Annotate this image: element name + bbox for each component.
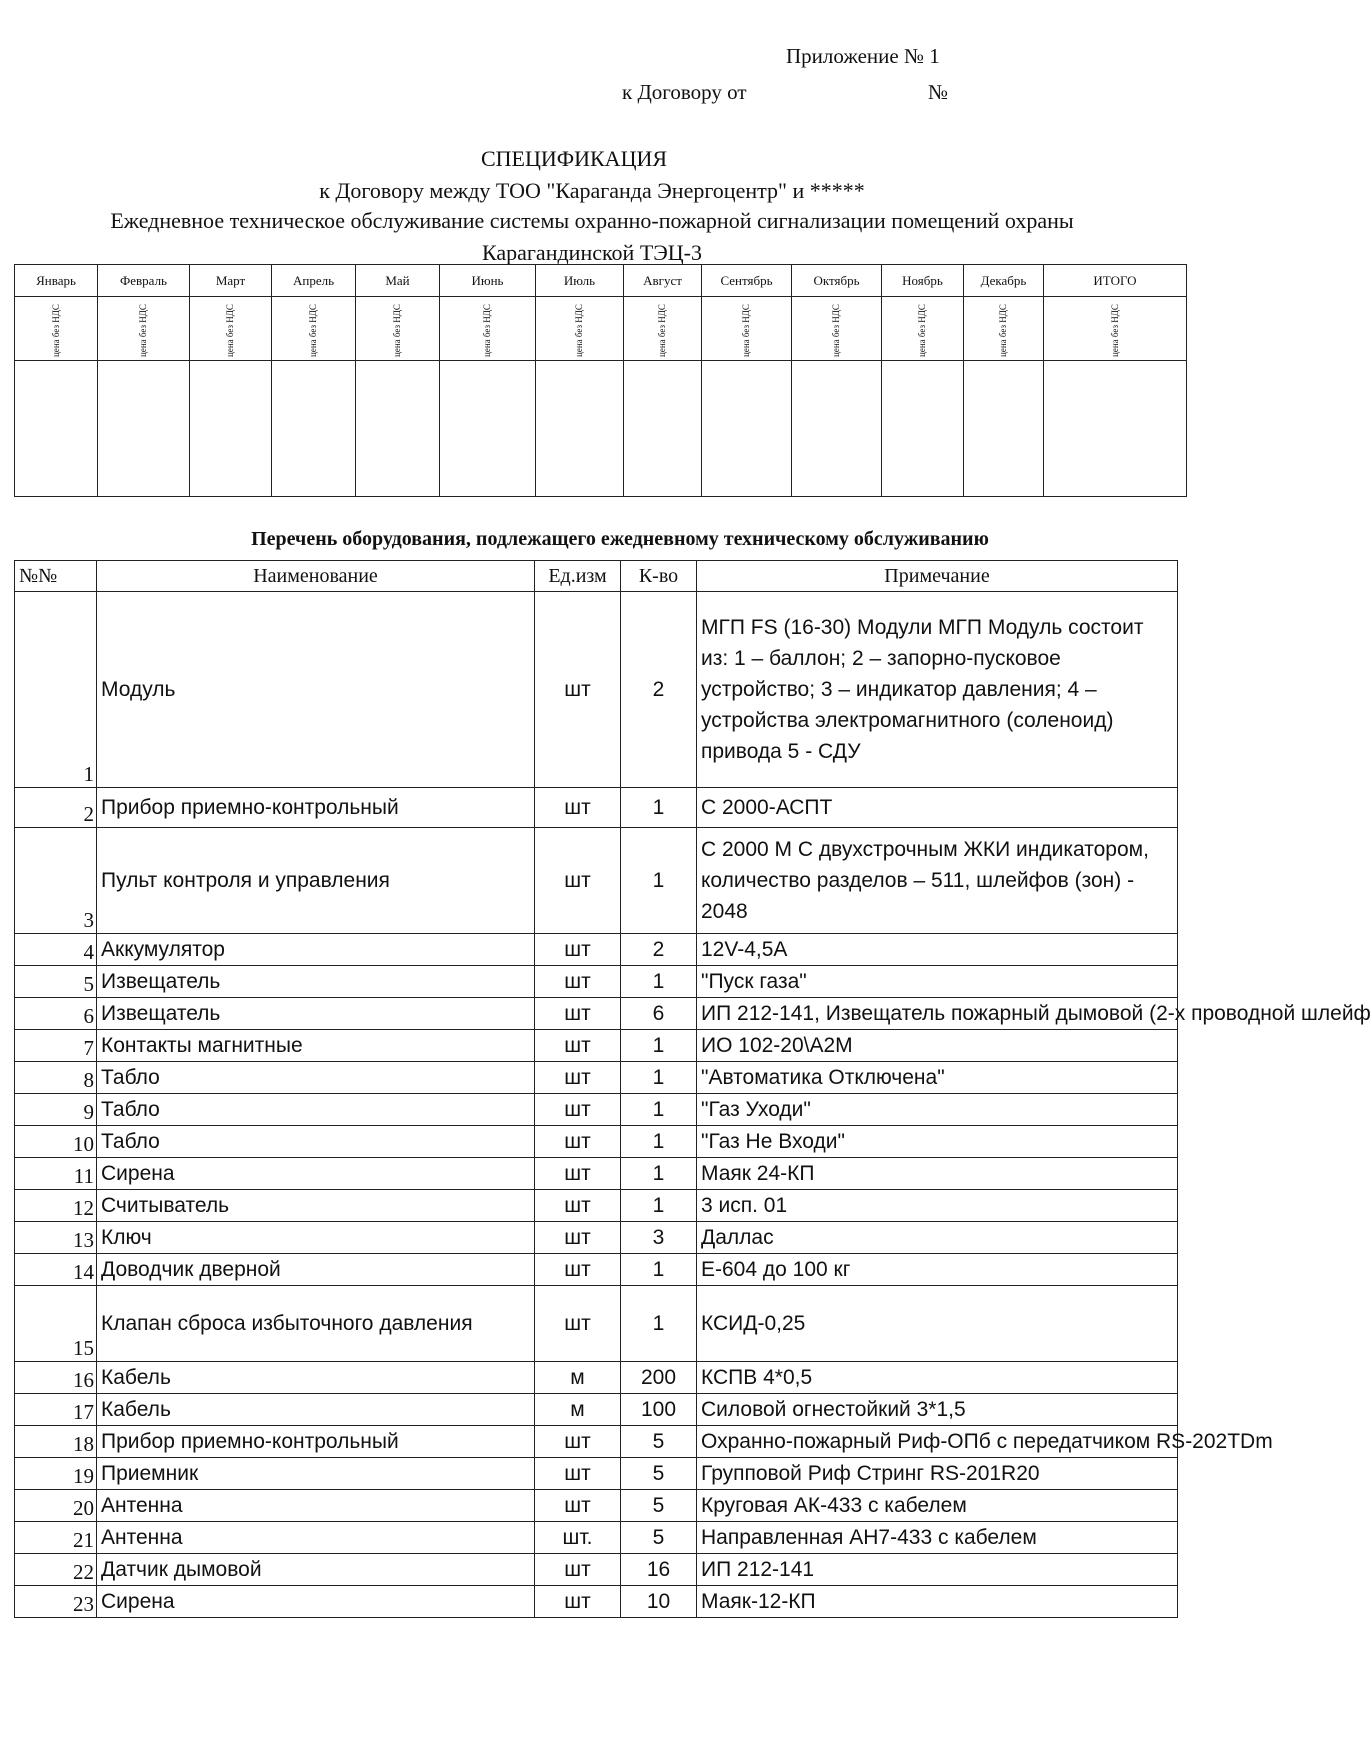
item-note — [697, 1222, 1178, 1254]
month-header: Январь — [15, 265, 98, 297]
item-unit: шт — [535, 1458, 621, 1490]
item-note — [697, 1458, 1178, 1490]
item-note — [697, 1362, 1178, 1394]
header-name: Наименование — [97, 561, 535, 592]
item-note-text: Групповой Риф Стринг RS-201R20 — [701, 1462, 1040, 1485]
row-number: 8 — [15, 1062, 97, 1094]
item-quantity: 1 — [621, 1062, 697, 1094]
price-value-cell — [190, 361, 272, 497]
price-sublabel: цена без НДС — [481, 303, 492, 357]
price-sublabel: цена без НДС — [307, 303, 318, 357]
item-quantity: 200 — [621, 1362, 697, 1394]
table-row — [15, 998, 1178, 1030]
item-unit: м — [535, 1362, 621, 1394]
price-sublabel-cell — [98, 297, 190, 361]
month-header: ИТОГО — [1044, 265, 1187, 297]
item-unit: шт — [535, 1426, 621, 1458]
price-value-cell — [882, 361, 964, 497]
item-unit: шт — [535, 1222, 621, 1254]
item-quantity: 6 — [621, 998, 697, 1030]
item-note — [697, 1394, 1178, 1426]
equipment-header-row — [15, 561, 1178, 592]
item-quantity: 1 — [621, 1190, 697, 1222]
price-sublabel-cell — [882, 297, 964, 361]
item-unit: шт — [535, 1586, 621, 1618]
price-sublabel: цена без НДС — [573, 303, 584, 357]
item-name: Прибор приемно-контрольный — [97, 1426, 535, 1458]
price-sublabel: цена без НДС — [740, 303, 751, 357]
table-row — [15, 1222, 1178, 1254]
item-note-text: Даллас — [701, 1226, 774, 1249]
item-note — [697, 1030, 1178, 1062]
item-note — [697, 1254, 1178, 1286]
item-note — [697, 998, 1371, 1030]
item-unit: м — [535, 1394, 621, 1426]
price-sublabel: цена без НДС — [224, 303, 235, 357]
item-note-text: Охранно-пожарный Риф-ОПб с передатчиком RS-202TDm — [701, 1430, 1273, 1453]
table-row — [15, 1586, 1178, 1618]
price-sublabel-cell — [792, 297, 882, 361]
item-note — [697, 1522, 1178, 1554]
item-note-text: "Газ Не Входи" — [701, 1130, 845, 1153]
item-name: Контакты магнитные — [97, 1030, 535, 1062]
item-note-text: "Газ Уходи" — [701, 1098, 811, 1121]
table-row — [15, 1554, 1178, 1586]
item-note — [697, 1158, 1178, 1190]
item-quantity: 3 — [621, 1222, 697, 1254]
item-unit: шт — [535, 1254, 621, 1286]
row-number: 18 — [15, 1426, 97, 1458]
item-name: Клапан сброса избыточного давления — [97, 1286, 535, 1362]
price-value-cell — [964, 361, 1044, 497]
row-number: 1 — [15, 592, 97, 788]
price-value-cell — [792, 361, 882, 497]
item-name: Извещатель — [97, 998, 535, 1030]
item-name: Кабель — [97, 1394, 535, 1426]
item-name: Доводчик дверной — [97, 1254, 535, 1286]
item-note-text: ИО 102-20\А2М — [701, 1034, 853, 1057]
item-note-text: Маяк 24-КП — [701, 1162, 815, 1185]
item-unit: шт — [535, 966, 621, 998]
row-number: 23 — [15, 1586, 97, 1618]
price-sublabel: цена без НДС — [997, 303, 1008, 357]
month-header: Октябрь — [792, 265, 882, 297]
item-note-text: "Пуск газа" — [701, 970, 807, 993]
table-row — [15, 1254, 1178, 1286]
document-title: СПЕЦИФИКАЦИЯ — [480, 146, 668, 171]
item-quantity: 5 — [621, 1458, 697, 1490]
table-row — [15, 1458, 1178, 1490]
table-row — [15, 966, 1178, 998]
item-name: Модуль — [97, 592, 535, 788]
item-note: С 2000-АСПТ — [697, 788, 1178, 828]
table-row — [15, 1158, 1178, 1190]
item-name: Сирена — [97, 1586, 535, 1618]
price-sublabel: цена без НДС — [916, 303, 927, 357]
item-quantity: 16 — [621, 1554, 697, 1586]
item-unit: шт — [535, 934, 621, 966]
item-unit: шт — [535, 1062, 621, 1094]
item-note — [697, 934, 1178, 966]
row-number: 17 — [15, 1394, 97, 1426]
row-number: 12 — [15, 1190, 97, 1222]
price-value-cell — [536, 361, 624, 497]
item-name: Приемник — [97, 1458, 535, 1490]
price-value-cell — [356, 361, 440, 497]
row-number: 2 — [15, 788, 97, 828]
month-header: Март — [190, 265, 272, 297]
item-unit: шт — [535, 1190, 621, 1222]
service-location: Карагандинской ТЭЦ-3 — [482, 240, 702, 265]
row-number: 11 — [15, 1158, 97, 1190]
month-header: Декабрь — [964, 265, 1044, 297]
price-value-cell — [624, 361, 702, 497]
item-name: Ключ — [97, 1222, 535, 1254]
item-quantity: 1 — [621, 1094, 697, 1126]
price-sublabel-cell — [624, 297, 702, 361]
item-note — [697, 1554, 1178, 1586]
month-header: Май — [356, 265, 440, 297]
document-subtitle: к Договору между ТОО "Караганда Энергоцентр" и ***** — [319, 178, 865, 203]
row-number: 10 — [15, 1126, 97, 1158]
contract-reference: к Договору от — [622, 80, 747, 104]
item-note — [697, 1062, 1178, 1094]
item-note-text: 12V-4,5А — [701, 938, 788, 961]
row-number: 6 — [15, 998, 97, 1030]
price-value-cell — [702, 361, 792, 497]
appendix-label: Приложение № 1 — [786, 44, 940, 68]
price-value-cell — [15, 361, 98, 497]
month-header: Июль — [536, 265, 624, 297]
price-sublabel: цена без НДС — [830, 303, 841, 357]
table-row — [15, 1190, 1178, 1222]
price-sublabel: цена без НДС — [391, 303, 402, 357]
item-quantity: 2 — [621, 592, 697, 788]
service-description: Ежедневное техническое обслуживание системы охранно-пожарной сигнализации помещений охраны — [110, 208, 1074, 233]
price-sublabel-cell — [15, 297, 98, 361]
price-sublabel: цена без НДС — [50, 303, 61, 357]
table-row — [15, 788, 1178, 828]
price-sublabel: цена без НДС — [656, 303, 667, 357]
item-unit: шт — [535, 1158, 621, 1190]
item-note — [697, 966, 1178, 998]
row-number: 21 — [15, 1522, 97, 1554]
item-quantity: 10 — [621, 1586, 697, 1618]
item-unit: шт — [535, 1126, 621, 1158]
equipment-list-title: Перечень оборудования, подлежащего ежедневному техническому обслуживанию — [251, 528, 989, 550]
row-number: 3 — [15, 828, 97, 934]
item-unit: шт — [535, 828, 621, 934]
item-note — [697, 1126, 1178, 1158]
table-row — [15, 592, 1178, 788]
price-sublabel-cell — [190, 297, 272, 361]
item-note-text: 3 исп. 01 — [701, 1194, 788, 1217]
item-quantity: 5 — [621, 1490, 697, 1522]
price-value-cell — [98, 361, 190, 497]
price-value-cell — [1044, 361, 1187, 497]
item-name: Сирена — [97, 1158, 535, 1190]
item-note-text: Направленная АН7-433 с кабелем — [701, 1526, 1037, 1549]
row-number: 4 — [15, 934, 97, 966]
table-row — [15, 1394, 1178, 1426]
month-header: Сентябрь — [702, 265, 792, 297]
item-name: Прибор приемно-контрольный — [97, 788, 535, 828]
item-unit: шт — [535, 592, 621, 788]
month-header: Февраль — [98, 265, 190, 297]
item-quantity: 1 — [621, 966, 697, 998]
contract-number-sign: № — [928, 80, 949, 104]
item-name: Пульт контроля и управления — [97, 828, 535, 934]
item-name: Кабель — [97, 1362, 535, 1394]
header-unit: Ед.изм — [535, 561, 621, 592]
item-name: Табло — [97, 1062, 535, 1094]
item-note-text: ИП 212-141, Извещатель пожарный дымовой (2-х проводной шлейф — [701, 1002, 1371, 1025]
month-header-row — [15, 265, 1187, 297]
price-sublabel-cell — [964, 297, 1044, 361]
month-header: Ноябрь — [882, 265, 964, 297]
table-row — [15, 1362, 1178, 1394]
item-note — [697, 1426, 1273, 1458]
item-quantity: 1 — [621, 1254, 697, 1286]
item-note-text: КСПВ 4*0,5 — [701, 1366, 813, 1389]
item-quantity: 5 — [621, 1522, 697, 1554]
row-number: 15 — [15, 1286, 97, 1362]
item-quantity: 1 — [621, 1286, 697, 1362]
item-note-text: ИП 212-141 — [701, 1558, 815, 1581]
item-name: Антенна — [97, 1522, 535, 1554]
row-number: 5 — [15, 966, 97, 998]
row-number: 13 — [15, 1222, 97, 1254]
table-row — [15, 934, 1178, 966]
row-number: 19 — [15, 1458, 97, 1490]
table-row — [15, 1286, 1178, 1362]
item-unit: шт — [535, 1286, 621, 1362]
item-name: Считыватель — [97, 1190, 535, 1222]
item-note-text: Силовой огнестойкий 3*1,5 — [701, 1398, 966, 1421]
item-name: Аккумулятор — [97, 934, 535, 966]
header-note: Примечание — [697, 561, 1178, 592]
price-value-cell — [440, 361, 536, 497]
item-unit: шт — [535, 998, 621, 1030]
price-value-cell — [272, 361, 356, 497]
item-note-text: Круговая АК-433 с кабелем — [701, 1494, 967, 1517]
monthly-price-table — [14, 264, 1187, 497]
item-note: КСИД-0,25 — [697, 1286, 1178, 1362]
item-name: Табло — [97, 1126, 535, 1158]
item-note: МГП FS (16-30) Модули МГП Модуль состоит из: 1 – баллон; 2 – запорно-пусковое устройство; 3 – индикатор давления; 4 – устройства электромагнитного (соленоид) привода 5 - СДУ — [697, 592, 1178, 788]
price-sublabel-cell — [536, 297, 624, 361]
price-sublabel-cell — [1044, 297, 1187, 361]
price-sublabel: цена без НДС — [1109, 303, 1120, 357]
price-sublabel-cell — [272, 297, 356, 361]
item-name: Датчик дымовой — [97, 1554, 535, 1586]
table-row — [15, 1030, 1178, 1062]
month-header: Август — [624, 265, 702, 297]
row-number: 22 — [15, 1554, 97, 1586]
header-number: №№ — [15, 561, 97, 592]
item-note — [697, 1094, 1178, 1126]
item-quantity: 2 — [621, 934, 697, 966]
row-number: 14 — [15, 1254, 97, 1286]
item-unit: шт — [535, 1094, 621, 1126]
table-row — [15, 1062, 1178, 1094]
price-sublabel-cell — [356, 297, 440, 361]
table-row — [15, 1094, 1178, 1126]
month-header: Апрель — [272, 265, 356, 297]
item-note-text: Е-604 до 100 кг — [701, 1258, 851, 1281]
row-number: 20 — [15, 1490, 97, 1522]
item-note: С 2000 М С двухстрочным ЖКИ индикатором, количество разделов – 511, шлейфов (зон) - 2048 — [697, 828, 1178, 934]
item-unit: шт — [535, 788, 621, 828]
table-row — [15, 828, 1178, 934]
item-unit: шт — [535, 1030, 621, 1062]
item-quantity: 1 — [621, 1158, 697, 1190]
item-quantity: 100 — [621, 1394, 697, 1426]
item-quantity: 1 — [621, 1126, 697, 1158]
row-number: 16 — [15, 1362, 97, 1394]
item-unit: шт — [535, 1490, 621, 1522]
item-quantity: 1 — [621, 1030, 697, 1062]
month-header: Июнь — [440, 265, 536, 297]
item-name: Табло — [97, 1094, 535, 1126]
item-quantity: 1 — [621, 788, 697, 828]
item-note — [697, 1190, 1178, 1222]
row-number: 7 — [15, 1030, 97, 1062]
item-unit: шт — [535, 1554, 621, 1586]
price-sublabel-cell — [702, 297, 792, 361]
item-note — [697, 1586, 1178, 1618]
price-sublabel-cell — [440, 297, 536, 361]
table-row — [15, 1126, 1178, 1158]
price-value-row — [15, 361, 1187, 497]
item-unit: шт. — [535, 1522, 621, 1554]
header-quantity: К-во — [621, 561, 697, 592]
item-name: Извещатель — [97, 966, 535, 998]
item-note-text: "Автоматика Отключена" — [701, 1066, 945, 1089]
table-row — [15, 1490, 1178, 1522]
item-note — [697, 1490, 1178, 1522]
table-row — [15, 1522, 1178, 1554]
item-quantity: 1 — [621, 828, 697, 934]
table-row — [15, 1426, 1178, 1458]
item-note-text: Маяк-12-КП — [701, 1590, 816, 1613]
item-name: Антенна — [97, 1490, 535, 1522]
row-number: 9 — [15, 1094, 97, 1126]
price-sublabel: цена без НДС — [137, 303, 148, 357]
item-quantity: 5 — [621, 1426, 697, 1458]
price-sublabel-row — [15, 297, 1187, 361]
equipment-table — [14, 560, 1371, 1618]
